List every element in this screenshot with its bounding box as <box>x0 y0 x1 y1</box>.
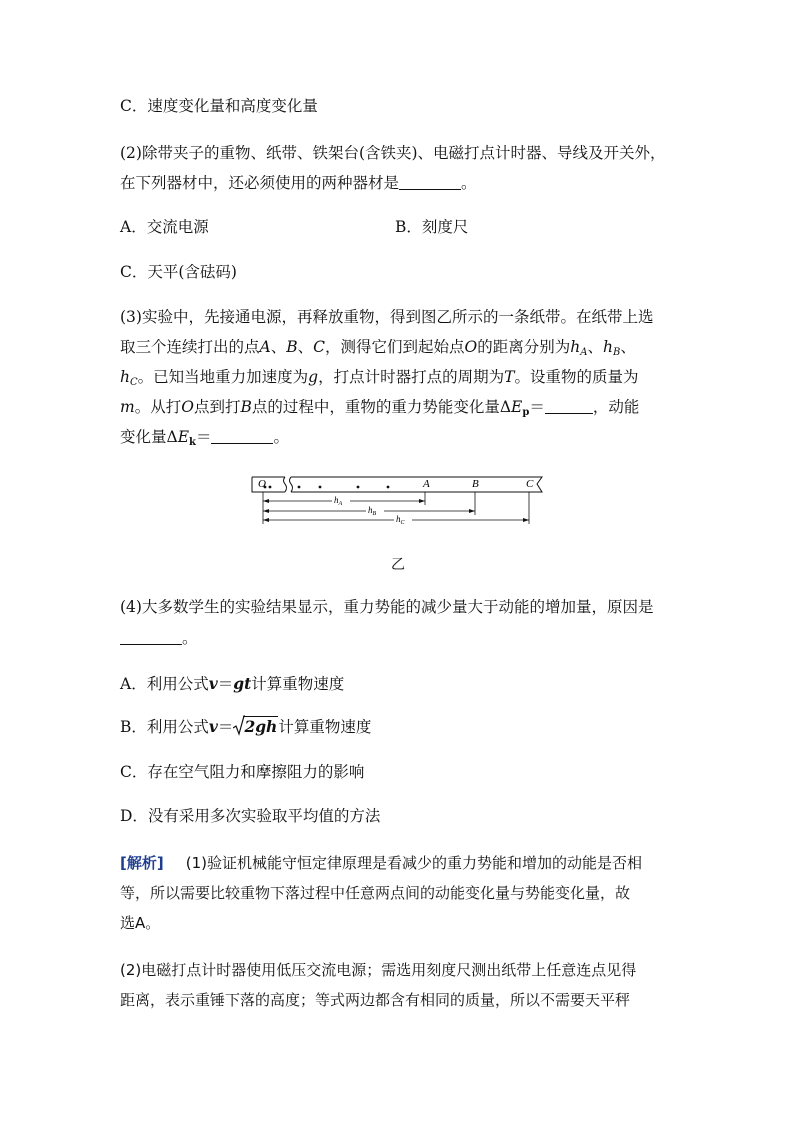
var-e: E <box>177 428 190 446</box>
solution-tag: [解析] <box>120 854 164 872</box>
option-c-q2: C．天平(含砝码) <box>120 263 237 281</box>
solution-para-2-line-2: 距离，表示重锤下落的高度；等式两边都含有相同的质量，所以不需要天平秤 <box>120 991 631 1009</box>
option-c-q4: C．存在空气阻力和摩擦阻力的影响 <box>120 763 365 781</box>
q3-text: 。设重物的质量为 <box>514 368 639 386</box>
q3-text: ，动能 <box>592 398 640 416</box>
var-o: O <box>464 338 478 356</box>
equals: ＝ <box>217 718 234 736</box>
var-c: C <box>313 338 326 356</box>
q3-text: 的距离分别为 <box>477 338 571 356</box>
var-v: v <box>208 717 218 736</box>
question-3-line-1: (3)实验中，先接通电源，再释放重物，得到图乙所示的一条纸带。在纸带上选 <box>120 308 654 326</box>
radicand: 2gh <box>244 717 278 736</box>
q4-text: A．利用公式 <box>120 675 209 693</box>
q3-text: 。已知当地重力加速度为 <box>137 368 309 386</box>
sqrt-sign <box>233 717 278 737</box>
point-label-b: B <box>472 478 479 490</box>
question-2-line-1: (2)除带夹子的重物、纸带、铁架台(含铁夹)、电磁打点计时器、导线及开关外， <box>120 144 666 162</box>
solution-para-2-line-1: (2)电磁打点计时器使用低压交流电源；需选用刻度尺测出纸带上任意连点见得 <box>120 961 637 979</box>
sep: 、 <box>620 338 636 356</box>
point-label-o: O <box>258 478 266 490</box>
var-a: A <box>259 338 271 356</box>
dim-label-hc: $h_C$ <box>396 514 405 526</box>
point-label-a: A <box>423 478 430 490</box>
var-h-b: $h_B$ <box>603 338 621 358</box>
sub-k: k <box>189 437 196 448</box>
answer-blank <box>399 175 461 190</box>
q2-end: 。 <box>461 174 477 192</box>
point-label-c: C <box>526 478 534 490</box>
var-e: E <box>511 398 523 416</box>
var-h-c: $h_C$ <box>120 368 138 388</box>
figure-caption: 乙 <box>391 557 405 573</box>
q3-text: ，测得它们到起始点 <box>325 338 465 356</box>
var-h-a: $h_A$ <box>570 338 588 358</box>
answer-blank-ek <box>211 429 273 444</box>
q3-text: 点到打 <box>193 398 241 416</box>
q3-end: 。 <box>273 428 289 446</box>
q3-text: 变化量Δ <box>120 428 178 446</box>
question-2-line-2 <box>120 173 477 193</box>
option-b-q2: B．刻度尺 <box>395 218 469 236</box>
tape-dots <box>264 486 390 489</box>
option-a-q2: A．交流电源 <box>120 218 209 236</box>
question-4-line-1: (4)大多数学生的实验结果显示，重力势能的减少量大于动能的增加量，原因是 <box>120 598 654 616</box>
var-t: T <box>504 368 515 386</box>
var-o: O <box>181 398 194 416</box>
question-3-line-5 <box>120 427 289 453</box>
sep: 、 <box>297 338 314 356</box>
sep: 、 <box>587 338 603 356</box>
q4-end: 。 <box>182 629 198 647</box>
equals: ＝ <box>529 398 545 416</box>
sub-p: p <box>522 407 530 418</box>
q3-text: 取三个连续打出的点 <box>120 338 260 356</box>
option-b-q4 <box>120 717 371 737</box>
radical-icon <box>233 715 245 737</box>
var-v: v <box>208 674 218 693</box>
solution-para-1-line-1 <box>120 853 642 873</box>
q3-text: 点的过程中，重物的重力势能变化量Δ <box>251 398 512 416</box>
answer-blank-ep <box>545 399 593 414</box>
option-c-q1: C．速度变化量和高度变化量 <box>120 97 318 115</box>
q4-text: B．利用公式 <box>120 718 209 736</box>
var-g: g <box>308 368 319 386</box>
q3-text: 。从打 <box>134 398 182 416</box>
equals: ＝ <box>217 675 234 693</box>
q3-text: ，打点计时器打点的周期为 <box>318 368 505 386</box>
answer-blank-q4 <box>120 630 182 645</box>
expr-gt: gt <box>233 674 252 693</box>
equals: ＝ <box>195 428 212 446</box>
q2-text: 在下列器材中，还必须使用的两种器材是 <box>120 174 400 192</box>
sep: 、 <box>270 338 287 356</box>
question-3-line-4 <box>120 397 639 423</box>
option-d-q4: D．没有采用多次实验取平均值的方法 <box>120 807 381 825</box>
var-b: B <box>286 338 298 356</box>
solution-para-1-line-2: 等，所以需要比较重物下落过程中任意两点间的动能变化量与势能变化量，故 <box>120 884 631 902</box>
question-4-line-2 <box>120 628 198 648</box>
var-b: B <box>240 398 252 416</box>
dim-label-hb: $h_B$ <box>368 505 377 517</box>
option-a-q4 <box>120 674 344 694</box>
solution-para-1-line-3: 选A。 <box>120 914 161 932</box>
question-3-line-3 <box>120 367 638 393</box>
solution-text: (1)验证机械能守恒定律原理是看减少的重力势能和增加的动能是否相 <box>185 854 642 872</box>
question-3-line-2 <box>120 337 636 363</box>
tape-outline <box>252 477 542 492</box>
paper-tape-figure <box>248 470 550 532</box>
q4-text: 计算重物速度 <box>251 675 345 693</box>
q4-text: 计算重物速度 <box>278 718 372 736</box>
dim-label-ha: $h_A$ <box>334 495 343 507</box>
var-m: m <box>120 398 135 416</box>
